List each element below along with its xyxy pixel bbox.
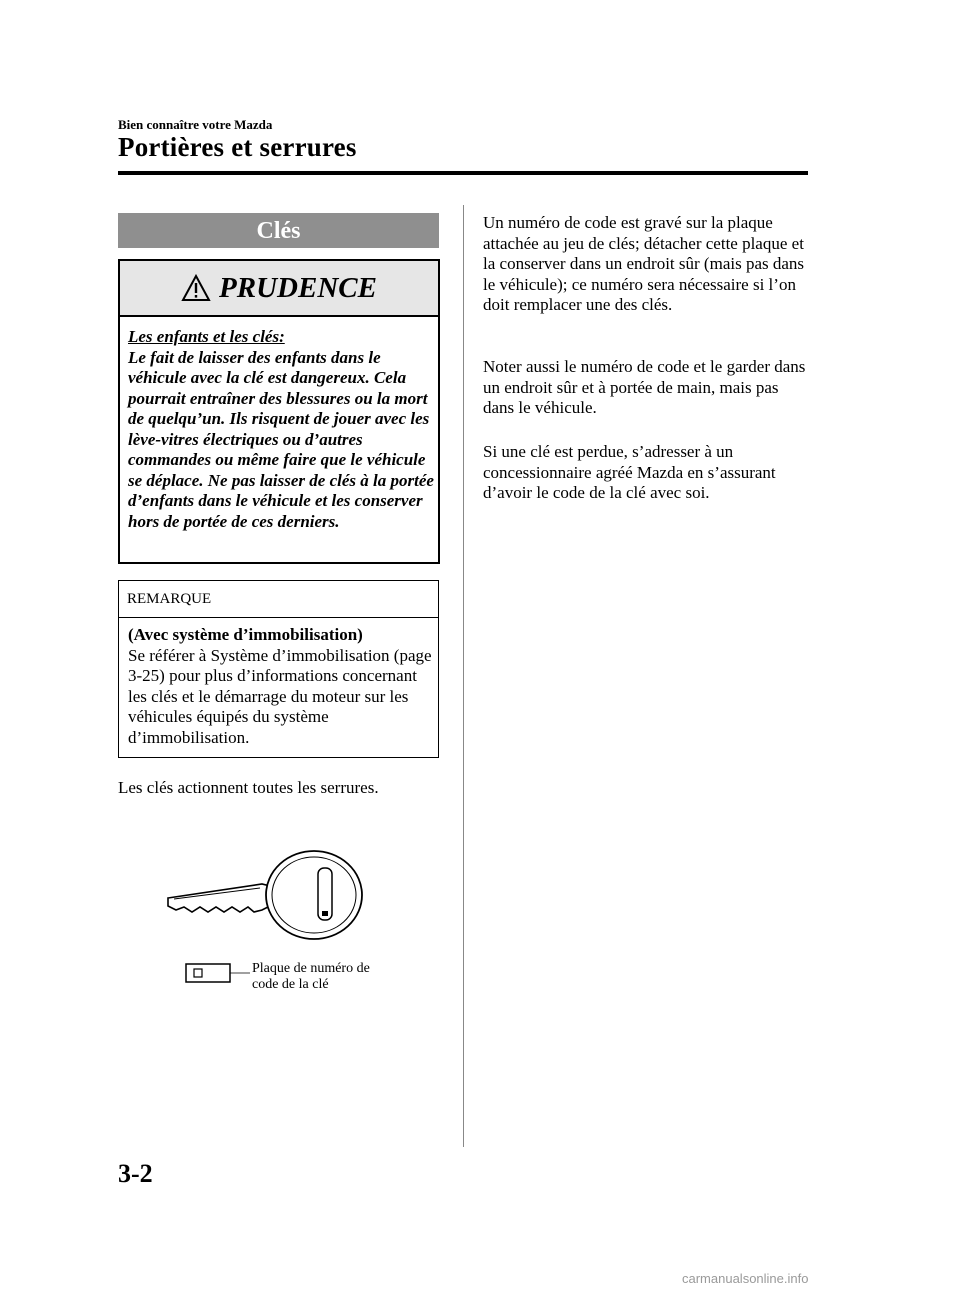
caution-box <box>118 259 440 564</box>
record-code-paragraph: Noter aussi le numéro de code et le garder dans un endroit sûr et à portée de main, mais pas dans le véhicule. <box>483 357 806 417</box>
note-title: REMARQUE <box>119 581 438 618</box>
caution-title: PRUDENCE <box>219 271 377 304</box>
keys-heading: Clés <box>118 213 439 248</box>
column-divider <box>463 205 464 1147</box>
note-text <box>128 625 433 748</box>
chapter-label: Bien connaître votre Mazda <box>118 117 273 132</box>
note-box <box>118 580 439 758</box>
caution-subtitle: Les enfants et les clés: <box>128 327 285 346</box>
figure-caption-line1: Plaque de numéro de <box>252 961 370 976</box>
figure-caption-line2: code de la clé <box>252 977 329 992</box>
code-number-paragraph: Un numéro de code est gravé sur la plaque attachée au jeu de clés; détacher cette plaque et la conserver dans un endroit sûr (mais pas dans le véhicule); ce numéro sera nécessaire si l’on doit remplacer une des clés. <box>483 213 805 314</box>
note-body-text: Se référer à Système d’immobilisation (page 3-25) pour plus d’informations concernant les clés et le démarrage du moteur sur les véhicules équipés du système d’immobilisation. <box>128 645 432 747</box>
section-title: Portières et serrures <box>118 132 357 162</box>
caution-header <box>120 261 438 317</box>
page-number: 3-2 <box>118 1159 153 1188</box>
caution-body-text: Le fait de laisser des enfants dans le véhicule avec la clé est dangereux. Cela pourrait entraîner des blessures ou la mort de quelqu’un. Ils risquent de jouer avec les lève-vitres électriques ou d’autres commandes ou même faire que le véhicule se déplace. Ne pas laisser de clés à la portée d’enfants dans le véhicule et les conserver hors de portée de ces derniers. <box>128 347 434 531</box>
note-subtitle: (Avec système d’immobilisation) <box>128 625 363 644</box>
lost-key-paragraph: Si une clé est perdue, s’adresser à un concessionnaire agréé Mazda en s’assurant d’avoir le code de la clé avec soi. <box>483 442 776 502</box>
watermark: carmanualsonline.info <box>682 1271 809 1286</box>
figure-caption <box>252 961 412 993</box>
locks-paragraph: Les clés actionnent toutes les serrures. <box>118 778 379 797</box>
header-rule <box>118 171 808 175</box>
caution-text <box>128 327 434 532</box>
warning-triangle-icon <box>181 274 211 302</box>
